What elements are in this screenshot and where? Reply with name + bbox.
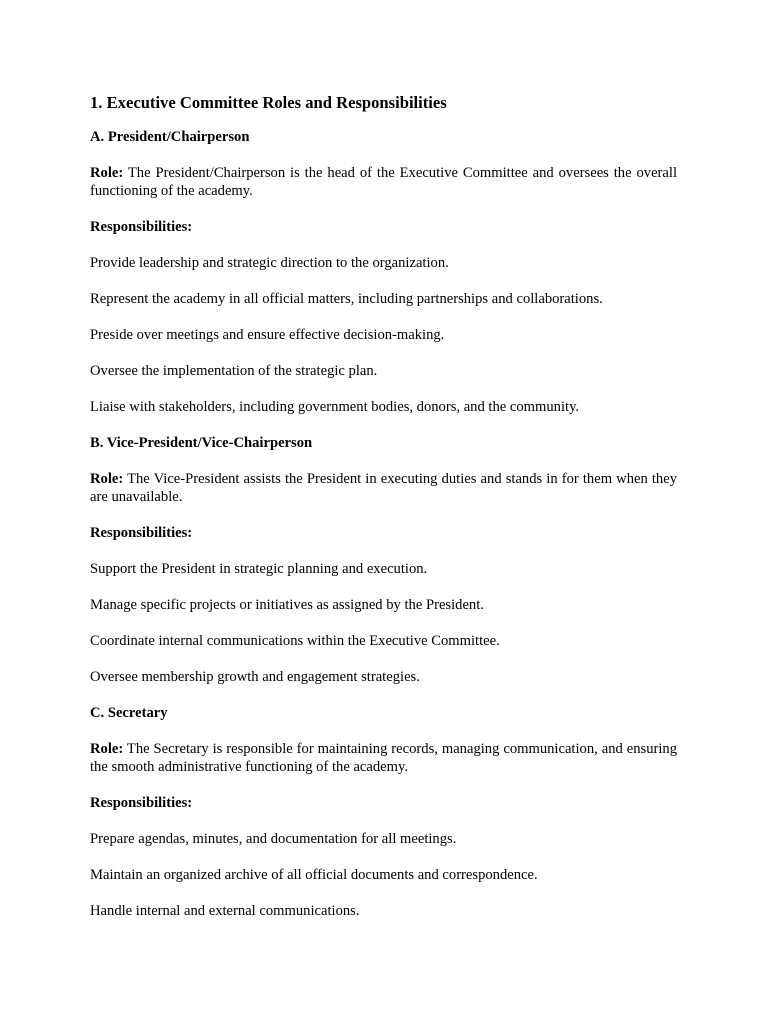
role-label: Role: xyxy=(90,741,124,757)
responsibilities-heading: Responsibilities: xyxy=(90,525,193,541)
responsibility-item: Coordinate internal communications within the Executive Committee. xyxy=(90,633,500,649)
section-president xyxy=(90,128,677,416)
document-title: 1. Executive Committee Roles and Responsibilities xyxy=(90,93,447,112)
responsibility-item: Represent the academy in all official matters, including partnerships and collaborations. xyxy=(90,291,603,307)
responsibility-item: Provide leadership and strategic direction to the organization. xyxy=(90,255,449,271)
responsibilities-heading: Responsibilities: xyxy=(90,219,193,235)
role-paragraph xyxy=(90,470,677,506)
section-heading: A. President/Chairperson xyxy=(90,129,250,145)
section-secretary xyxy=(90,704,677,920)
responsibility-item: Oversee membership growth and engagement strategies. xyxy=(90,669,420,685)
role-label: Role: xyxy=(90,471,124,487)
role-paragraph xyxy=(90,164,677,200)
role-text: The Secretary is responsible for maintaining records, managing communication, and ensuring the smooth administrative functioning of the academy. xyxy=(90,741,677,775)
responsibility-item: Handle internal and external communications. xyxy=(90,903,360,919)
responsibility-item: Prepare agendas, minutes, and documentation for all meetings. xyxy=(90,831,457,847)
section-vice-president xyxy=(90,434,677,686)
responsibilities-heading: Responsibilities: xyxy=(90,795,193,811)
responsibility-item: Maintain an organized archive of all official documents and correspondence. xyxy=(90,867,538,883)
section-heading: B. Vice-President/Vice-Chairperson xyxy=(90,435,313,451)
responsibility-item: Liaise with stakeholders, including government bodies, donors, and the community. xyxy=(90,399,580,415)
document-body xyxy=(90,92,677,938)
role-paragraph xyxy=(90,740,677,776)
role-text: The Vice-President assists the President in executing duties and stands in for them when they are unavailable. xyxy=(90,471,677,505)
responsibility-item: Preside over meetings and ensure effective decision-making. xyxy=(90,327,445,343)
responsibility-item: Oversee the implementation of the strategic plan. xyxy=(90,363,378,379)
role-text: The President/Chairperson is the head of the Executive Committee and oversees the overall functioning of the academy. xyxy=(90,165,677,199)
role-label: Role: xyxy=(90,165,124,181)
responsibility-item: Support the President in strategic planning and execution. xyxy=(90,561,428,577)
responsibility-item: Manage specific projects or initiatives as assigned by the President. xyxy=(90,597,484,613)
section-heading: C. Secretary xyxy=(90,705,168,721)
